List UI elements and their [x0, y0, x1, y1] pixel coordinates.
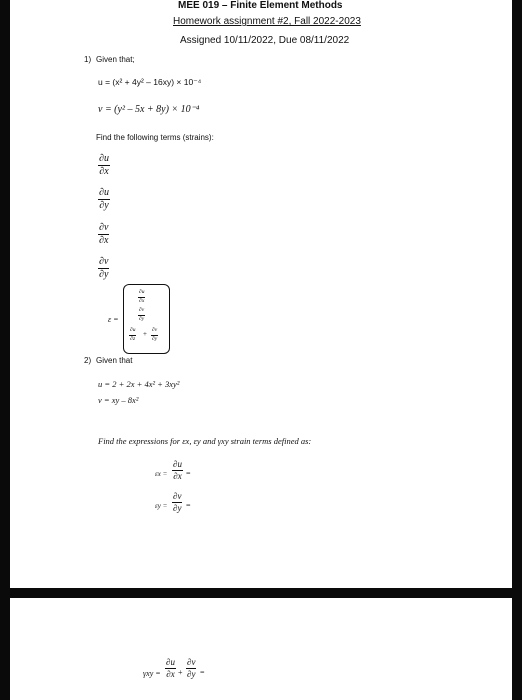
gamma-equals: = [200, 668, 205, 677]
doc-subtitle: Homework assignment #2, Fall 2022-2023 [173, 16, 361, 27]
problem1-eq-u: u = (x² + 4y² – 16xy) × 10⁻⁴ [98, 77, 202, 87]
problem2-given: Given that [96, 356, 133, 365]
eps-y-label: εy = [155, 502, 168, 510]
vector-dv-dy-2: $\frac{\partial v}{\partial y}$ [152, 327, 158, 342]
problem1-given: Given that; [96, 55, 135, 64]
strain-vector-bracket [123, 284, 170, 354]
vector-plus: + [143, 330, 147, 338]
doc-dates: Assigned 10/11/2022, Due 08/11/2022 [180, 35, 350, 46]
problem2-eq-v: v = xy – 8x² [98, 395, 139, 405]
problem1-find: Find the following terms (strains): [96, 133, 214, 142]
term-du-dx: $\frac{\partial u}{\partial x}$ [99, 153, 109, 177]
epsilon-label: ε = [108, 315, 119, 324]
eps-y-equals: = [186, 501, 191, 510]
vector-du-dz: $\frac{\partial u}{\partial z}$ [130, 327, 136, 342]
gamma-plus: + [178, 668, 183, 677]
eps-x-equals: = [186, 469, 191, 478]
eps-y-fraction: $\frac{\partial v}{\partial y}$ [173, 491, 182, 513]
doc-title: MEE 019 – Finite Element Methods [178, 0, 343, 11]
gamma-label: γxy = [143, 669, 161, 678]
eps-x-fraction: $\frac{\partial u}{\partial x}$ [173, 459, 182, 481]
problem2-number: 2) [84, 356, 92, 365]
document-page-2 [10, 598, 512, 700]
eps-x-label: εx = [155, 470, 168, 478]
problem2-find: Find the expressions for εx, εy and γxy strain terms defined as: [98, 436, 312, 446]
problem1-eq-v: v = (y² – 5x + 8y) × 10⁻⁴ [98, 104, 200, 115]
vector-dv-dy: $\frac{\partial v}{\partial y}$ [139, 307, 145, 322]
gamma-fraction-1: $\frac{\partial u}{\partial x}$ [166, 657, 175, 679]
term-dv-dx: $\frac{\partial v}{\partial x}$ [99, 222, 109, 246]
vector-du-dx: $\frac{\partial u}{\partial x}$ [139, 289, 145, 304]
term-dv-dy: $\frac{\partial v}{\partial y}$ [99, 256, 109, 280]
problem2-eq-u: u = 2 + 2x + 4x² + 3xy² [98, 379, 180, 389]
term-du-dy: $\frac{\partial u}{\partial y}$ [99, 187, 109, 211]
gamma-fraction-2: $\frac{\partial v}{\partial y}$ [187, 657, 196, 679]
problem1-number: 1) [84, 55, 92, 64]
document-page-1 [10, 0, 512, 588]
